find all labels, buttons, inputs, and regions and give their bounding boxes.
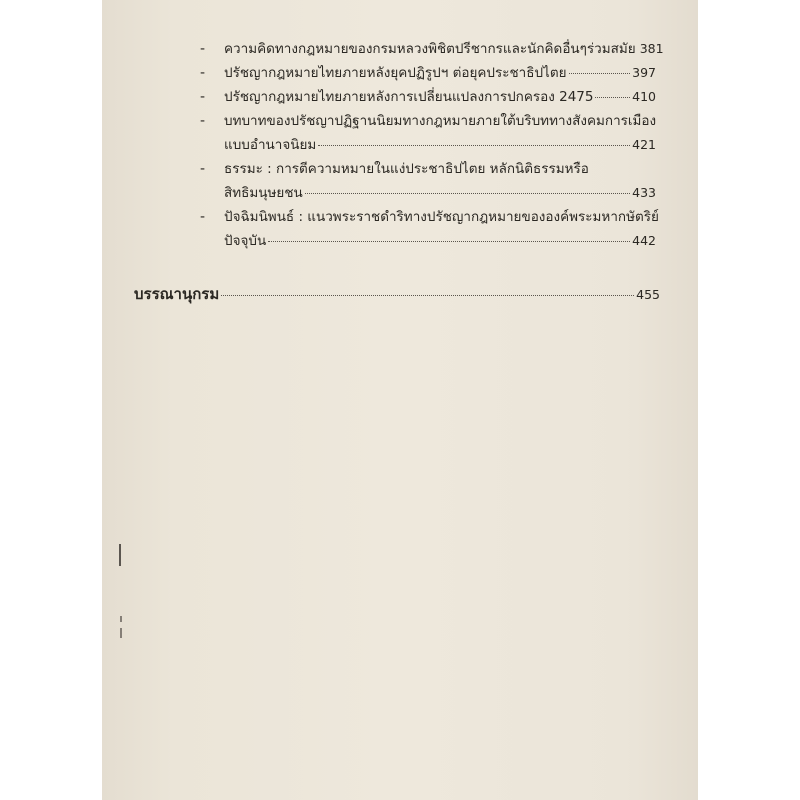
binding-mark [119,544,121,566]
toc-page-number: 442 [632,233,656,248]
toc-dash: - [200,161,206,177]
toc-entry-title: บทบาทของปรัชญาปฏิฐานนิยมทางกฎหมายภายใต้บริบททางสังคมการเมือง [224,113,657,129]
dot-leader [569,72,631,74]
toc-entry-title: ความคิดทางกฎหมายของกรมหลวงพิชิตปรีชากรและนักคิดอื่นๆร่วมสมัย [224,41,636,57]
dot-leader [221,294,634,296]
toc-page-number: 410 [632,89,656,104]
toc-entry-title: ธรรมะ : การตีความหมายในแง่ประชาธิปไตย หลักนิติธรรมหรือ [224,161,589,177]
toc-dash: - [200,113,206,129]
toc-entry-title-cont: สิทธิมนุษยชน [224,185,303,201]
toc-entry-title: ปรัชญากฎหมายไทยภายหลังการเปลี่ยนแปลงการปกครอง 2475 [224,89,594,105]
binding-mark [120,616,122,622]
toc-dash: - [200,65,206,81]
toc-entry-title-cont: ปัจจุบัน [224,233,267,249]
binding-mark [120,628,122,638]
dot-leader [595,96,630,98]
toc-entry [200,110,656,158]
toc-entry [200,158,656,206]
dot-leader [268,240,630,242]
toc-entry [200,206,659,254]
toc-dash: - [200,209,206,225]
toc-entry [200,86,656,110]
dot-leader [318,144,630,146]
dot-leader [305,192,630,194]
toc-page-number: 381 [639,41,664,56]
toc-entry-title: ปัจฉิมนิพนธ์ : แนวพระราชดำริทางปรัชญากฎหมายขององค์พระมหากษัตริย์ [224,209,659,225]
bibliography-label: บรรณานุกรม [134,285,220,303]
toc-bibliography [134,282,660,306]
toc-entry [200,38,664,62]
toc-entry-title-cont: แบบอำนาจนิยม [224,137,317,153]
toc-page-number: 433 [632,185,656,200]
toc-dash: - [200,41,206,57]
toc-page-number: 421 [632,137,656,152]
bibliography-page-number: 455 [636,287,660,302]
toc-dash: - [200,89,206,105]
toc-entry-title: ปรัชญากฎหมายไทยภายหลังยุคปฏิรูปฯ ต่อยุคประชาธิปไตย [224,65,567,81]
toc-entry [200,62,656,86]
toc-page-number: 397 [632,65,656,80]
